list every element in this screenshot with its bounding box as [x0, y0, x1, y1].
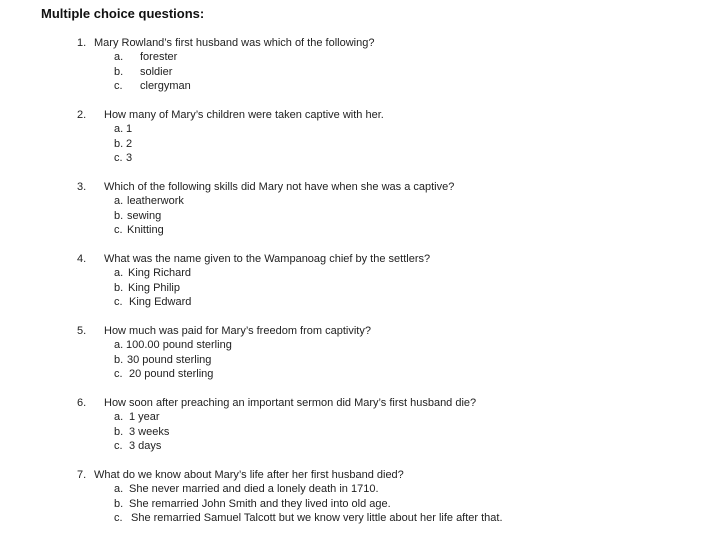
question-number: 5. [77, 325, 87, 337]
option-letter: a. [114, 411, 124, 423]
option-text: King Philip [128, 282, 180, 294]
question-number: 4. [77, 253, 87, 265]
question-number: 3. [77, 181, 87, 193]
option-text: She remarried John Smith and they lived into old age. [129, 498, 391, 510]
question-number: 1. [77, 37, 87, 49]
option-letter: b. [114, 66, 124, 78]
question-text: What was the name given to the Wampanoag chief by the settlers? [104, 253, 431, 265]
option-text: King Richard [128, 267, 191, 279]
question-text: What do we know about Mary’s life after her first husband died? [94, 469, 404, 481]
option-text: soldier [140, 66, 173, 78]
option-text: forester [140, 51, 178, 63]
option-letter: c. [114, 296, 123, 308]
option-text: 3 [126, 152, 133, 164]
question-text: How many of Mary’s children were taken captive with her. [104, 109, 384, 121]
option-text: She remarried Samuel Talcott but we know very little about her life after that. [131, 512, 503, 524]
option-letter: a. [114, 339, 124, 351]
option-text: King Edward [129, 296, 192, 308]
option-text: 3 weeks [129, 426, 170, 438]
option-letter: a. [114, 195, 124, 207]
option-letter: c. [114, 368, 123, 380]
option-letter: c. [114, 152, 123, 164]
option-letter: a. [114, 267, 124, 279]
option-text: clergyman [140, 80, 191, 92]
question-text: Mary Rowland’s first husband was which of the following? [94, 37, 375, 49]
question-number: 7. [77, 469, 87, 481]
question-text: Which of the following skills did Mary not have when she was a captive? [104, 181, 455, 193]
option-text: 20 pound sterling [129, 368, 214, 380]
option-letter: c. [114, 80, 123, 92]
option-letter: a. [114, 51, 124, 63]
option-letter: b. [114, 282, 124, 294]
page-title: Multiple choice questions: [41, 6, 205, 21]
option-letter: c. [114, 440, 123, 452]
option-letter: a. [114, 483, 124, 495]
question-text: How much was paid for Mary’s freedom from captivity? [104, 325, 371, 337]
option-letter: b. [114, 498, 124, 510]
option-text: leatherwork [127, 195, 184, 207]
option-letter: c. [114, 512, 123, 524]
option-letter: b. [114, 138, 124, 150]
option-text: 1 year [129, 411, 160, 423]
option-text: sewing [127, 210, 162, 222]
option-text: Knitting [127, 224, 164, 236]
option-text: 1 [126, 123, 133, 135]
option-text: 100.00 pound sterling [126, 339, 232, 351]
option-letter: a. [114, 123, 124, 135]
option-text: She never married and died a lonely death in 1710. [129, 483, 379, 495]
question-number: 6. [77, 397, 87, 409]
option-letter: b. [114, 210, 124, 222]
option-letter: b. [114, 426, 124, 438]
option-letter: b. [114, 354, 124, 366]
option-letter: c. [114, 224, 123, 236]
option-text: 30 pound sterling [127, 354, 212, 366]
question-number: 2. [77, 109, 87, 121]
option-text: 3 days [129, 440, 162, 452]
option-text: 2 [126, 138, 133, 150]
question-text: How soon after preaching an important sermon did Mary’s first husband die? [104, 397, 477, 409]
